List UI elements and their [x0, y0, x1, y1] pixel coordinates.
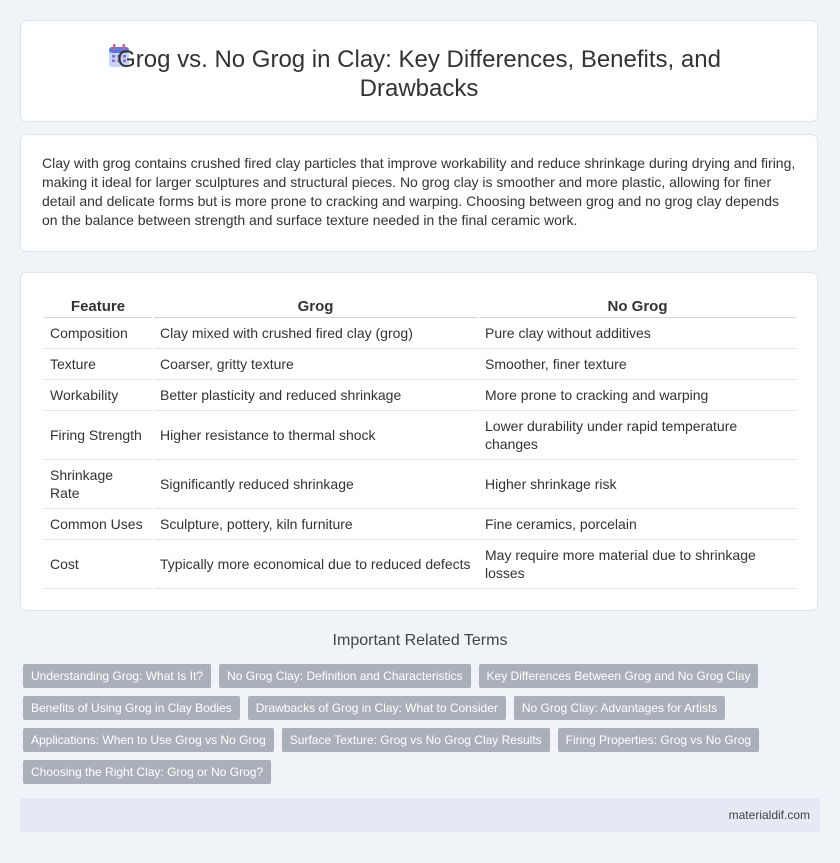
cell-no-grog: More prone to cracking and warping	[479, 380, 796, 411]
related-term-tag[interactable]: Choosing the Right Clay: Grog or No Grog?	[23, 760, 271, 784]
cell-feature: Composition	[44, 318, 152, 349]
intro-card	[20, 134, 818, 252]
site-name[interactable]: materialdif.com	[728, 808, 810, 822]
cell-grog: Typically more economical due to reduced defects	[154, 540, 477, 589]
related-term-tag[interactable]: Surface Texture: Grog vs No Grog Clay Results	[282, 728, 550, 752]
related-term-tag[interactable]: No Grog Clay: Advantages for Artists	[514, 696, 725, 720]
related-term-tag[interactable]: Key Differences Between Grog and No Grog Clay	[479, 664, 759, 688]
related-term-tag[interactable]: Applications: When to Use Grog vs No Grog	[23, 728, 274, 752]
cell-no-grog: Lower durability under rapid temperature changes	[479, 411, 796, 460]
header-card	[20, 20, 818, 122]
cell-grog: Coarser, gritty texture	[154, 349, 477, 380]
cell-feature: Cost	[44, 540, 152, 589]
related-terms-list	[23, 664, 823, 792]
table-row	[44, 540, 796, 589]
table-header-row	[44, 295, 796, 318]
cell-feature: Common Uses	[44, 509, 152, 540]
table-row	[44, 411, 796, 460]
table-row	[44, 318, 796, 349]
cell-no-grog: Higher shrinkage risk	[479, 460, 796, 509]
cell-no-grog: Smoother, finer texture	[479, 349, 796, 380]
column-header-grog: Grog	[154, 295, 477, 318]
related-term-tag[interactable]: Drawbacks of Grog in Clay: What to Consider	[248, 696, 506, 720]
column-header-no-grog: No Grog	[479, 295, 796, 318]
table-row	[44, 380, 796, 411]
related-term-tag[interactable]: No Grog Clay: Definition and Characteristics	[219, 664, 470, 688]
cell-grog: Clay mixed with crushed fired clay (grog)	[154, 318, 477, 349]
related-term-tag[interactable]: Firing Properties: Grog vs No Grog	[558, 728, 759, 752]
intro-paragraph: Clay with grog contains crushed fired clay particles that improve workability and reduce shrinkage during drying and firing, making it ideal for larger sculptures and structural pieces. No grog clay is smoother and more plastic, allowing for finer detail and delicate forms but is more prone to cracking and warping. Choosing between grog and no grog clay depends on the balance between strength and surface texture needed in the final ceramic work.	[42, 155, 796, 228]
related-terms-heading: Important Related Terms	[332, 632, 508, 649]
table-row	[44, 349, 796, 380]
cell-grog: Higher resistance to thermal shock	[154, 411, 477, 460]
cell-feature: Shrinkage Rate	[44, 460, 152, 509]
cell-feature: Firing Strength	[44, 411, 152, 460]
comparison-table	[42, 295, 798, 589]
cell-grog: Significantly reduced shrinkage	[154, 460, 477, 509]
cell-grog: Better plasticity and reduced shrinkage	[154, 380, 477, 411]
cell-grog: Sculpture, pottery, kiln furniture	[154, 509, 477, 540]
column-header-feature: Feature	[44, 295, 152, 318]
cell-feature: Workability	[44, 380, 152, 411]
cell-no-grog: May require more material due to shrinkage losses	[479, 540, 796, 589]
cell-feature: Texture	[44, 349, 152, 380]
cell-no-grog: Fine ceramics, porcelain	[479, 509, 796, 540]
table-row	[44, 460, 796, 509]
comparison-table-card	[20, 272, 818, 611]
cell-no-grog: Pure clay without additives	[479, 318, 796, 349]
related-term-tag[interactable]: Benefits of Using Grog in Clay Bodies	[23, 696, 240, 720]
page-title: Grog vs. No Grog in Clay: Key Differences, Benefits, and Drawbacks	[117, 46, 721, 102]
footer	[20, 798, 820, 832]
table-row	[44, 509, 796, 540]
related-term-tag[interactable]: Understanding Grog: What Is It?	[23, 664, 211, 688]
